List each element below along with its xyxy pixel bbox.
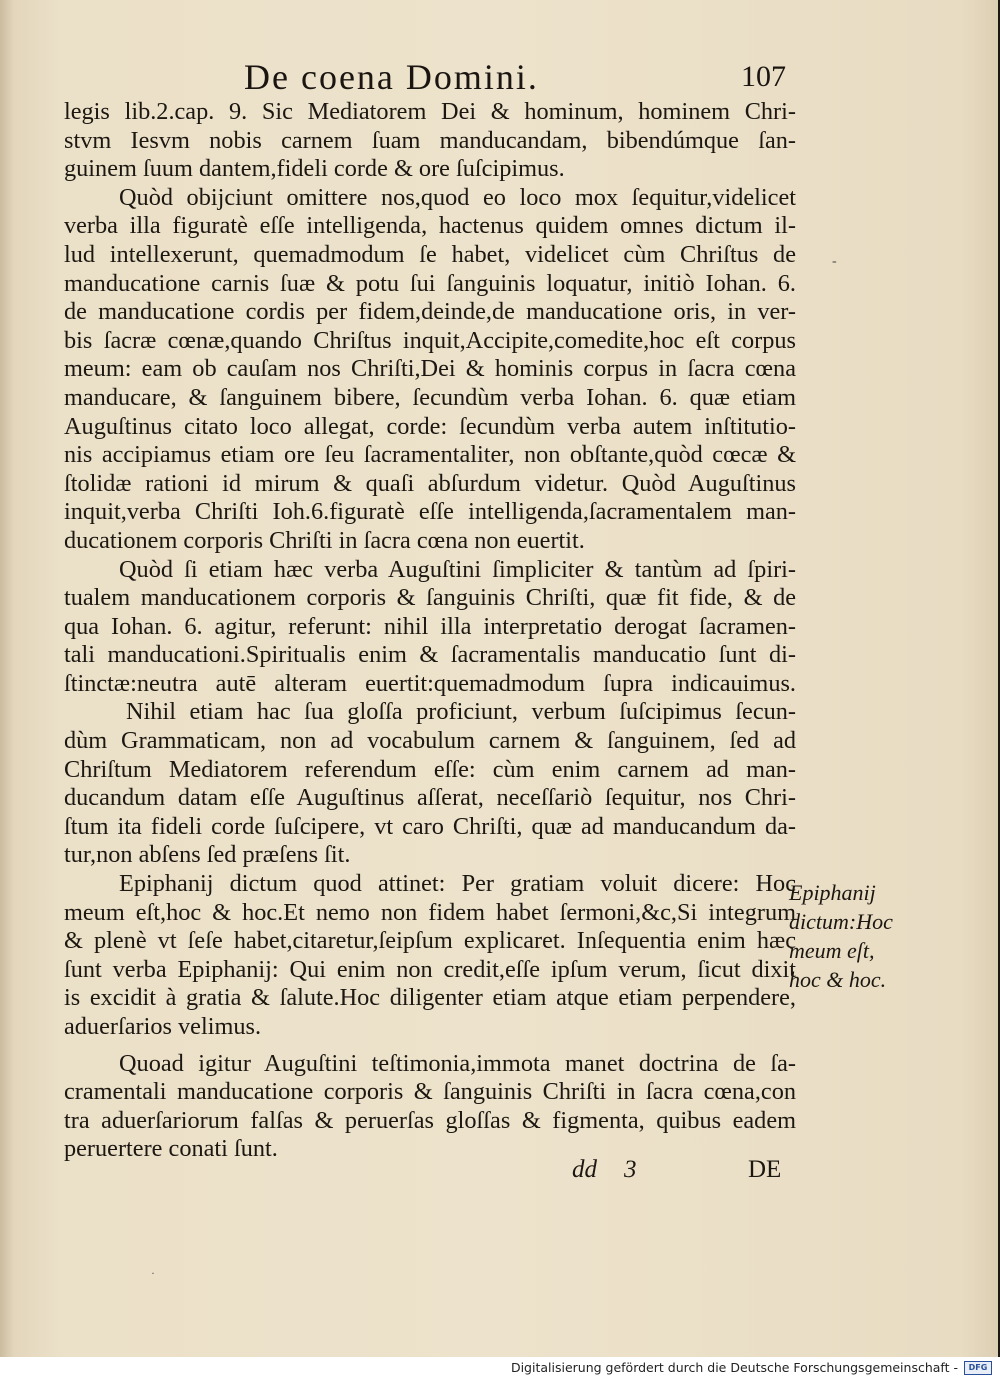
text-line: is excidit à gratia & ſalute.Hoc diligenter etiam atque etiam perpendere, xyxy=(64,984,796,1012)
page-number: 107 xyxy=(741,60,786,93)
text-line: guinem ſuum dantem,fideli corde & ore ſuſcipimus. xyxy=(64,155,565,183)
text-line: dùm Grammaticam, non ad vocabulum carnem & ſanguinem, ſed ad xyxy=(64,727,796,755)
text-line: Quòd ſi etiam hæc verba Auguſtini ſimpliciter & tantùm ad ſpiri- xyxy=(119,555,796,583)
text-line: Nihil etiam hac ſua gloſſa proficiunt, verbum ſuſcipimus ſecun- xyxy=(126,698,796,726)
margin-mark: - xyxy=(832,254,837,269)
text-line: tra aduerſariorum falſas & peruerſas gloſſas & figmenta, quibus eadem xyxy=(64,1106,796,1134)
running-title: De coena Domini. xyxy=(244,57,539,97)
text-line: Chriſtum Mediatorem referendum eſſe: cùm enim carnem ad man- xyxy=(64,755,796,783)
text-line: ſtolidæ rationi id mirum & quaſi abſurdum videtur. Quòd Auguſtinus xyxy=(64,469,796,497)
text-line: tualem manducationem corporis & ſanguinis Chriſti, quæ fit fide, & de xyxy=(64,584,796,612)
marginal-note-line: hoc & hoc. xyxy=(789,967,887,992)
text-line: Auguſtinus citato loco allegat, corde: ſecundùm verba autem inſtitutio- xyxy=(64,412,796,440)
text-line: ducandum datam eſſe Auguſtinus aſſerat, neceſſariò ſequitur, nos Chri- xyxy=(64,784,796,812)
text-line: legis lib.2.cap. 9. Sic Mediatorem Dei & hominum, hominem Chri- xyxy=(64,98,796,125)
body-text xyxy=(64,98,796,1164)
text-line: tur,non abſens ſed præſens ſit. xyxy=(64,841,351,869)
text-line: ſunt verba Epiphanij: Qui enim non credit,eſſe ipſum verum, ſicut dixit xyxy=(64,955,796,983)
text-line: ducationem corporis Chriſti in ſacra cœna non euertit. xyxy=(64,526,585,554)
text-line: ſtinctæ:neutra autē alteram euertit:quemadmodum ſupra indicauimus. xyxy=(64,669,796,697)
signature-number: 3 xyxy=(624,1156,637,1183)
text-line: peruertere conati ſunt. xyxy=(64,1135,278,1163)
page-header xyxy=(0,56,998,100)
marginal-note xyxy=(789,878,899,994)
text-line: Quoad igitur Auguſtini teſtimonia,immota manet doctrina de ſa- xyxy=(119,1049,796,1077)
catchword: DE xyxy=(748,1156,782,1183)
text-line: bis ſacræ cœnæ,quando Chriſtus inquit,Accipite,comedite,hoc eſt corpus xyxy=(64,326,796,354)
text-line: cramentali manducatione corporis & ſanguinis Chriſti in ſacra cœna,con xyxy=(64,1078,796,1106)
text-line: stvm Iesvm nobis carnem ſuam manducandam, bibendúmque ſan- xyxy=(64,126,796,154)
text-line: & plenè vt ſeſe habet,citaretur,ſeipſum explicaret. Inſequentia enim hæc xyxy=(64,927,796,955)
text-line: inquit,verba Chriſti Ioh.6.figuratè eſſe intelligenda,ſacramentalem man- xyxy=(64,498,796,526)
text-line: manducatione carnis ſuæ & potu ſui ſanguinis loquatur, initiò Iohan. 6. xyxy=(64,269,796,297)
digitization-footer xyxy=(0,1357,1000,1379)
text-line: aduerſarios velimus. xyxy=(64,1013,262,1040)
marginal-note-line: meum eſt, xyxy=(789,938,875,963)
marginal-note-line: Epiphanij xyxy=(789,880,876,905)
footer-credit: Digitalisierung gefördert durch die Deutsche Forschungsgemeinschaft - xyxy=(510,1360,958,1375)
paper-speck: · xyxy=(151,1266,155,1280)
text-line: meum eſt,hoc & hoc.Et nemo non fidem habet ſermoni,&c,Si integrum xyxy=(64,898,796,926)
marginal-note-line: dictum:Hoc xyxy=(789,909,893,934)
signature-line xyxy=(572,1156,792,1190)
signature-mark: dd xyxy=(572,1156,597,1183)
text-line: qua Iohan. 6. agitur, referunt: nihil illa interpretatio derogat ſacramen- xyxy=(64,612,796,640)
text-line: manducare, & ſanguinem bibere, ſecundùm verba Iohan. 6. quæ etiam xyxy=(64,383,796,411)
text-line: meum: eam ob cauſam nos Chriſti,Dei & hominis corpus in ſacra cœna xyxy=(64,355,796,383)
text-line: nis accipiamus etiam ore ſeu ſacramentaliter, non obſtante,quòd cœcæ & xyxy=(64,441,796,469)
text-line: Epiphanij dictum quod attinet: Per gratiam voluit dicere: Hoc xyxy=(119,870,796,898)
text-line: tali manducationi.Spiritualis enim & ſacramentalis manducatio ſunt di- xyxy=(64,641,796,669)
text-line: verba illa figuratè eſſe intelligenda, hactenus quidem omnes dictum il- xyxy=(64,212,796,240)
dfg-logo-icon: DFG xyxy=(964,1361,992,1375)
text-line: ſtum ita fideli corde ſuſcipere, vt caro Chriſti, quæ ad manducandum da- xyxy=(64,812,796,840)
text-line: de manducatione cordis per fidem,deinde,de manducatione oris, in ver- xyxy=(64,298,796,326)
paragraph-gap xyxy=(64,1042,796,1050)
text-line: Quòd obijciunt omittere nos,quod eo loco mox ſequitur,videlicet xyxy=(119,183,796,211)
text-line: lud intellexerunt, quemadmodum ſe habet, videlicet cùm Chriſtus de xyxy=(64,240,796,268)
